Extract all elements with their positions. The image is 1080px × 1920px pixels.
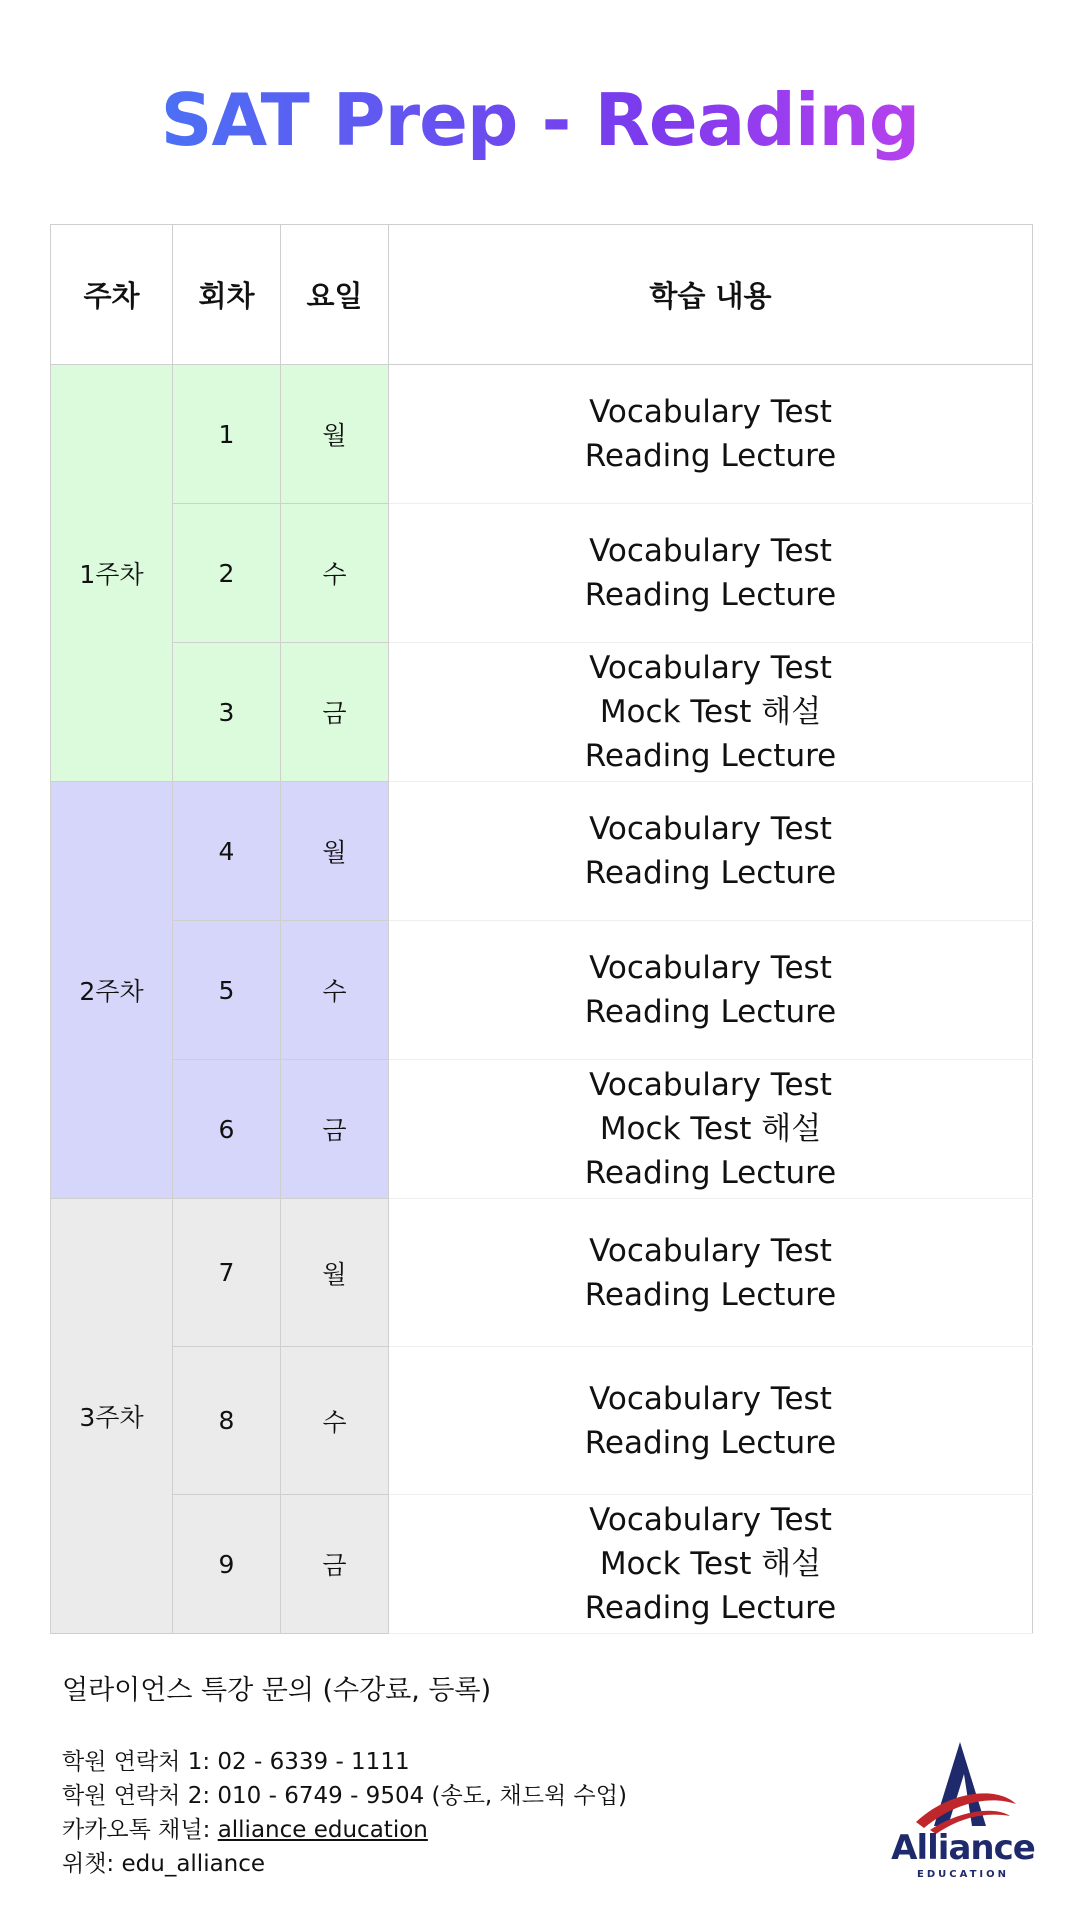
content-cell [389, 504, 1033, 643]
header-day: 요일 [281, 225, 389, 365]
content-line: Vocabulary Test [589, 1067, 832, 1103]
content-line: Reading Lecture [584, 738, 837, 774]
day-cell: 월 [281, 782, 389, 921]
contact-heading: 얼라이언스 특강 문의 (수강료, 등록) [62, 1675, 492, 1706]
kakao-channel-link[interactable]: alliance education [217, 1817, 428, 1843]
content-line: Reading Lecture [584, 855, 837, 891]
session-cell: 9 [173, 1495, 281, 1634]
content-line: Reading Lecture [584, 994, 837, 1030]
content-line: Reading Lecture [584, 438, 837, 474]
day-cell: 월 [281, 1199, 389, 1347]
table-row [51, 1495, 1033, 1634]
content-line: Reading Lecture [584, 1276, 837, 1313]
content-cell [389, 782, 1033, 921]
content-cell [389, 1199, 1033, 1347]
table-row [51, 1060, 1033, 1199]
session-cell: 4 [173, 782, 281, 921]
content-line: Vocabulary Test [589, 950, 832, 986]
page-title: SAT Prep - Reading [0, 78, 1080, 162]
header-content: 학습 내용 [389, 225, 1033, 365]
content-cell [389, 643, 1033, 782]
content-line: Mock Test 해설 [599, 1546, 822, 1582]
table-row [51, 1347, 1033, 1495]
week-cell: 3주차 [51, 1199, 173, 1634]
header-session: 회차 [173, 225, 281, 365]
contact-phone-2: 학원 연락처 2: 010 - 6749 - 9504 (송도, 채드윅 수업) [62, 1783, 627, 1809]
header-week: 주차 [51, 225, 173, 365]
week-cell: 1주차 [51, 365, 173, 782]
table-row [51, 1199, 1033, 1347]
content-line: Reading Lecture [584, 1590, 837, 1626]
day-cell: 수 [281, 1347, 389, 1495]
day-cell: 금 [281, 643, 389, 782]
content-line: Vocabulary Test [589, 650, 832, 686]
session-cell: 8 [173, 1347, 281, 1495]
logo-subtitle: EDUCATION [917, 1869, 1009, 1880]
table-row [51, 782, 1033, 921]
content-line: Vocabulary Test [589, 1232, 832, 1269]
session-cell: 2 [173, 504, 281, 643]
day-cell: 월 [281, 365, 389, 504]
contact-phone-1: 학원 연락처 1: 02 - 6339 - 1111 [62, 1749, 410, 1775]
contact-info [62, 1668, 627, 1881]
content-line: Vocabulary Test [589, 811, 832, 847]
content-cell [389, 1495, 1033, 1634]
content-line: Reading Lecture [584, 1424, 837, 1461]
content-line: Reading Lecture [584, 577, 837, 613]
wechat-id: 위챗: edu_alliance [62, 1851, 266, 1877]
content-line: Vocabulary Test [589, 533, 832, 569]
table-header-row [51, 225, 1033, 365]
content-line: Vocabulary Test [589, 1380, 832, 1417]
session-cell: 1 [173, 365, 281, 504]
session-cell: 3 [173, 643, 281, 782]
content-cell [389, 1060, 1033, 1199]
schedule-table [50, 224, 1033, 1634]
table-row [51, 365, 1033, 504]
day-cell: 금 [281, 1060, 389, 1199]
content-cell [389, 1347, 1033, 1495]
content-line: Mock Test 해설 [599, 694, 822, 730]
content-line: Mock Test 해설 [599, 1111, 822, 1147]
table-row [51, 643, 1033, 782]
kakao-label: 카카오톡 채널: [62, 1817, 218, 1843]
content-line: Vocabulary Test [589, 394, 832, 430]
table-row [51, 504, 1033, 643]
session-cell: 5 [173, 921, 281, 1060]
content-line: Vocabulary Test [589, 1502, 832, 1538]
content-cell [389, 365, 1033, 504]
session-cell: 7 [173, 1199, 281, 1347]
logo-wordmark: Alliance [891, 1828, 1035, 1868]
kakao-channel [62, 1813, 627, 1847]
content-cell [389, 921, 1033, 1060]
session-cell: 6 [173, 1060, 281, 1199]
day-cell: 수 [281, 921, 389, 1060]
content-line: Reading Lecture [584, 1155, 837, 1191]
day-cell: 금 [281, 1495, 389, 1634]
day-cell: 수 [281, 504, 389, 643]
table-row [51, 921, 1033, 1060]
week-cell: 2주차 [51, 782, 173, 1199]
